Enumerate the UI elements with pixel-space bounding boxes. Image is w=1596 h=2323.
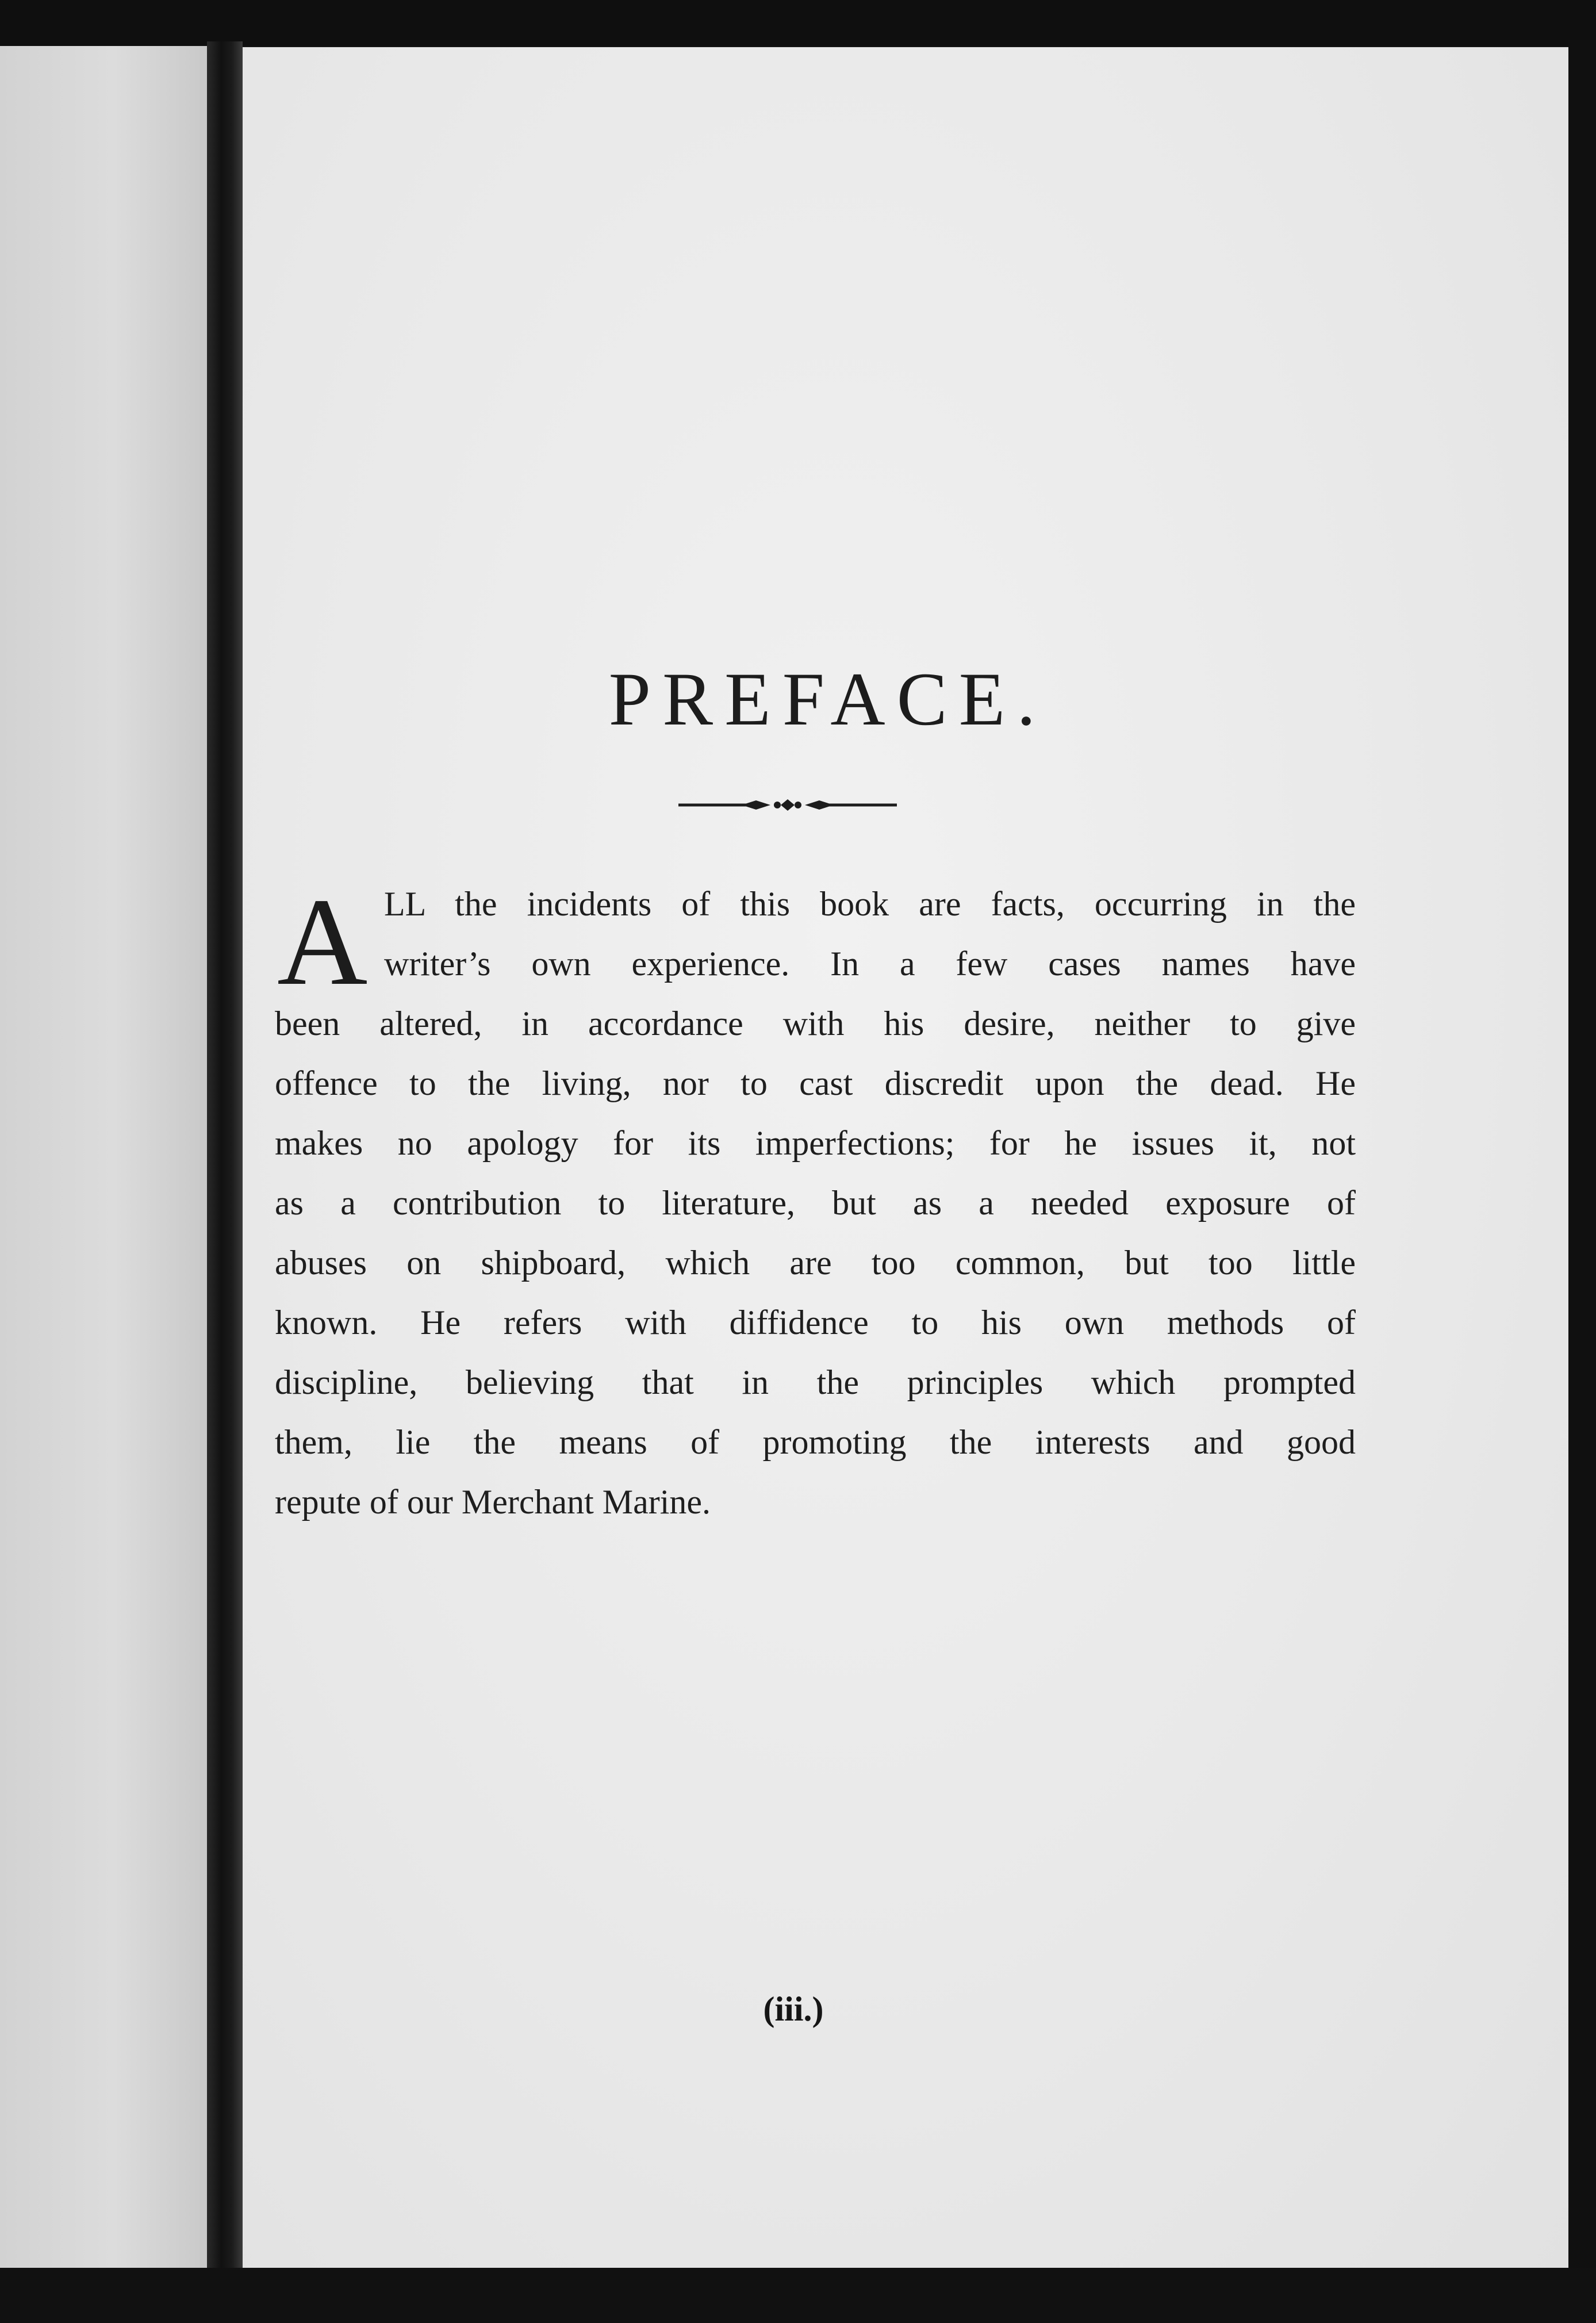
paragraph-line-5: makes no apology for its imperfections; for he issues it, not xyxy=(275,1124,1356,1162)
paragraph-line-11: repute of our Merchant Marine. xyxy=(275,1483,711,1521)
paragraph-line-9: discipline, believing that in the principles which prompted xyxy=(275,1363,1356,1401)
paragraph-line-2: writer’s own experience. In a few cases names have xyxy=(384,945,1356,983)
paragraph-line-6: as a contribution to literature, but as a needed exposure of xyxy=(275,1184,1356,1222)
paragraph-line-8: known. He refers with diffidence to his own methods of xyxy=(275,1304,1356,1341)
paragraph-line-3: been altered, in accordance with his desire, neither to give xyxy=(275,1005,1356,1042)
scan-border-top xyxy=(0,0,1596,46)
paragraph-line-10: them, lie the means of promoting the interests and good xyxy=(275,1423,1356,1461)
page-number: (iii.) xyxy=(763,1990,824,2028)
page-title: PREFACE. xyxy=(608,657,1048,741)
ornament-rule-icon xyxy=(678,793,897,816)
paragraph-line-1: LL the incidents of this book are facts, occurring in the xyxy=(384,885,1356,923)
facing-page-edge xyxy=(0,46,207,2271)
paragraph-line-4: offence to the living, nor to cast discredit upon the dead. He xyxy=(275,1064,1356,1102)
paragraph-line-7: abuses on shipboard, which are too common, but too little xyxy=(275,1244,1356,1282)
gutter-shadow xyxy=(207,41,243,2272)
drop-cap: A xyxy=(277,873,368,1011)
preface-paragraph xyxy=(275,874,1356,1532)
scan-border-right xyxy=(1568,40,1596,2283)
scan-border-bottom xyxy=(0,2268,1596,2323)
